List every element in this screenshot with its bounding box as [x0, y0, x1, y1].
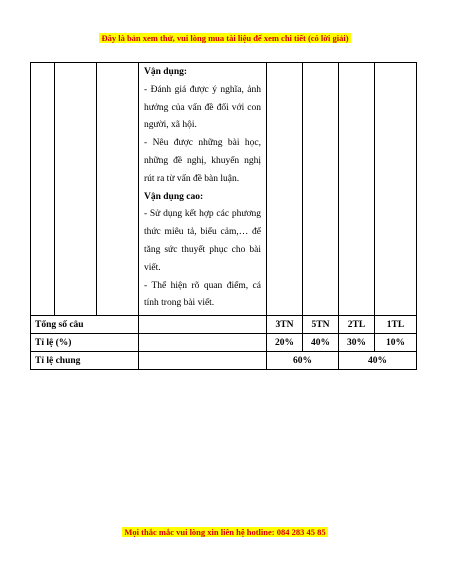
content-row	[31, 63, 417, 316]
overall-ratio-label: Tỉ lệ chung	[31, 352, 139, 370]
empty-cell	[139, 334, 267, 352]
hotline-banner	[0, 522, 450, 540]
ratio-label: Tỉ lệ (%)	[31, 334, 139, 352]
empty-cell	[303, 63, 339, 316]
van-dung-heading: Vận dụng:	[144, 67, 188, 77]
total-value: 1TL	[375, 316, 417, 334]
preview-banner-text: Đây là bản xem thử, vui lòng mua tài liệu để xem chi tiết (có lời giải)	[101, 33, 349, 43]
van-dung-cao-item: - Sử dụng kết hợp các phương thức miêu tả, biểu cảm,… để tăng sức thuyết phục cho bài viết.	[144, 209, 261, 273]
ratio-value: 20%	[267, 334, 303, 352]
ratio-value: 30%	[339, 334, 375, 352]
empty-cell	[97, 63, 139, 316]
total-questions-label: Tổng số câu	[31, 316, 139, 334]
ratio-row	[31, 334, 417, 352]
hotline-banner-text: Mọi thắc mắc vui lòng xin liên hệ hotline: 084 283 45 85	[124, 527, 326, 537]
empty-cell	[267, 63, 303, 316]
ratio-value: 10%	[375, 334, 417, 352]
empty-cell	[55, 63, 97, 316]
total-value: 5TN	[303, 316, 339, 334]
empty-cell	[31, 63, 55, 316]
total-questions-row	[31, 316, 417, 334]
van-dung-cao-item: - Thể hiện rõ quan điểm, cá tính trong bài viết.	[144, 280, 261, 309]
van-dung-item: - Đánh giá được ý nghĩa, ảnh hưởng của vấn đề đối với con người, xã hội.	[144, 84, 261, 131]
empty-cell	[375, 63, 417, 316]
requirements-cell	[139, 63, 267, 316]
total-value: 3TN	[267, 316, 303, 334]
preview-banner	[0, 28, 450, 46]
empty-cell	[139, 352, 267, 370]
empty-cell	[339, 63, 375, 316]
van-dung-cao-heading: Vận dụng cao:	[144, 191, 204, 202]
empty-cell	[139, 316, 267, 334]
overall-value: 40%	[339, 352, 417, 370]
van-dung-item: - Nêu được những bài học, những đề nghị, khuyến nghị rút ra từ vấn đề bàn luận.	[144, 138, 261, 184]
ratio-value: 40%	[303, 334, 339, 352]
assessment-matrix-table	[30, 62, 417, 370]
total-value: 2TL	[339, 316, 375, 334]
overall-ratio-row	[31, 352, 417, 370]
overall-value: 60%	[267, 352, 339, 370]
